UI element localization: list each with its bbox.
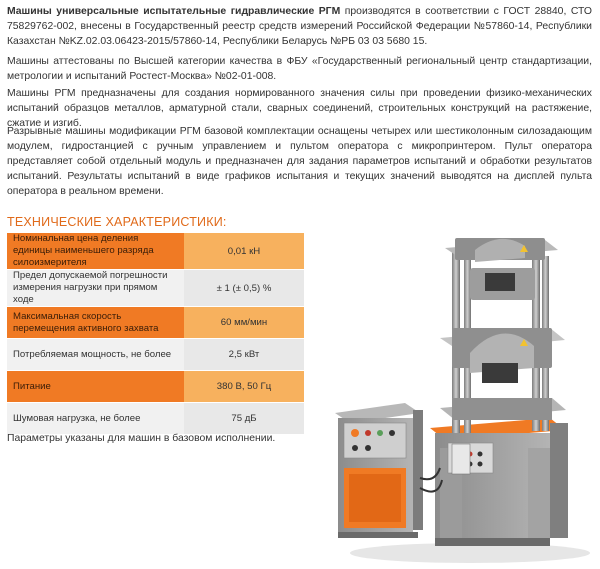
table-row [7,307,304,339]
intro-paragraph-1-text: производятся в соответствии с ГОСТ 28840, СТО 75829762-002, внесены в Государственный реестр средств измерений Российской Федерации №57860-14, Республики Казахстан №KZ.02.03.06423-2015/57860-14, Республики Беларусь №РБ 03 03 5680 15. [7,6,592,47]
spec-value: 60 мм/мин [184,307,304,339]
footnote: Параметры указаны для машин в базовом исполнении. [7,433,276,444]
table-row [7,233,304,270]
spec-value: 0,01 кН [184,233,304,270]
intro-paragraph-4: Разрывные машины модификации РГМ базовой комплектации оснащены четырех или шестиколонным силозадающим модулем, гидростанцией с ручным управлением и пультом оператора с микропринтером. Пульт оператора представляет собой отдельный модуль и предназначен для задания параметров испытаний и обработки результатов испытаний. Результаты испытаний в виде графиков испытания и текущих значений выводятся на дисплей пульта оператора в реальном времени. [7,126,592,197]
spec-value: 75 дБ [184,403,304,435]
spec-name: Номинальная цена деления единицы наименьшего разряда силоизмерителя [7,233,184,270]
intro-paragraph-3: Машины РГМ предназначены для создания нормированного значения силы при проведении физико-механических испытаний образцов металлов, арматурной стали, сварных соединений, строительных конструкций на растяжение, сжатие и изгиб. [7,88,592,129]
product-name: Машины универсальные испытательные гидравлические РГМ [7,6,341,17]
table-row [7,403,304,435]
specs-heading: ТЕХНИЧЕСКИЕ ХАРАКТЕРИСТИКИ: [7,215,227,229]
spec-name: Максимальная скорость перемещения активного захвата [7,307,184,339]
intro-paragraph-2: Машины аттестованы по Высшей категории качества в ФБУ «Государственный региональный центр стандартизации, метрологии и испытаний Ростест-Москва» №02-01-008. [7,56,592,82]
spec-value: 380 В, 50 Гц [184,371,304,403]
table-row [7,371,304,403]
spec-name: Предел допускаемой погрешности измерения нагрузки при прямом ходе [7,270,184,307]
specs-table [7,233,304,435]
spec-name: Питание [7,371,184,403]
spec-value: ± 1 (± 0,5) % [184,270,304,307]
table-row [7,270,304,307]
spec-name: Шумовая нагрузка, не более [7,403,184,435]
spec-value: 2,5 кВт [184,339,304,371]
intro-paragraph-1 [7,4,592,49]
spec-name: Потребляемая мощность, не более [7,339,184,371]
machine-illustration [320,218,595,568]
table-row [7,339,304,371]
